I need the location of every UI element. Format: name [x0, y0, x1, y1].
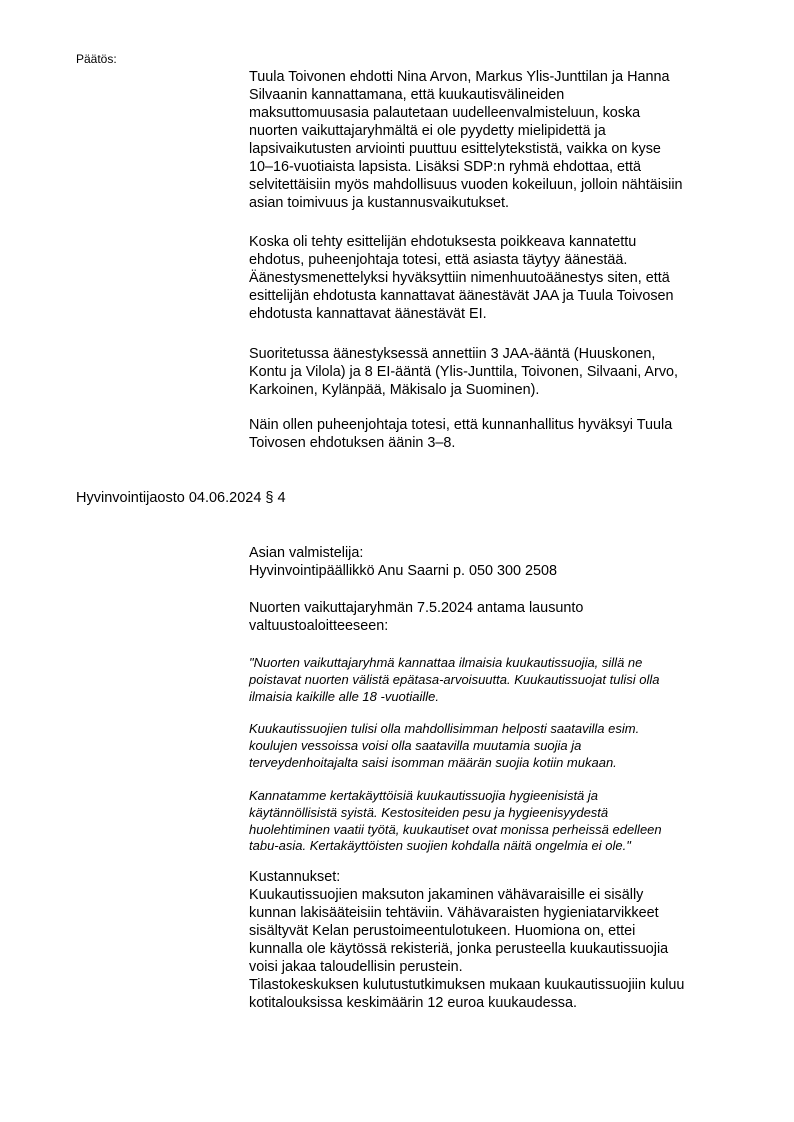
text-line: kotitalouksissa keskimäärin 12 euroa kuukaudessa.: [249, 995, 577, 1011]
quote-paragraph-2: [249, 721, 739, 771]
text-line: koulujen vessoissa voisi olla saatavilla muutamia suojia ja: [249, 737, 582, 753]
text-line: Karkoinen, Kylänpää, Mäkisalo ja Suominen).: [249, 382, 540, 398]
text-line: voisi jakaa taloudellisin perustein.: [249, 959, 463, 975]
text-line: Kannatamme kertakäyttöisiä kuukautissuojia hygieenisistä ja: [249, 788, 599, 803]
text-line: Kontu ja Vilola) ja 8 EI-ääntä (Ylis-Junttila, Toivonen, Silvaani, Arvo,: [249, 364, 679, 380]
text-line: "Nuorten vaikuttajaryhmä kannattaa ilmaisia kuukautissuojia, sillä ne: [249, 655, 643, 670]
text-line: Koska oli tehty esittelijän ehdotuksesta poikkeava kannatettu: [249, 234, 637, 250]
quote-paragraph-3: [249, 788, 739, 855]
section-heading: Hyvinvointijaosto 04.06.2024 § 4: [76, 490, 286, 506]
text-line: Tilastokeskuksen kulutustutkimuksen mukaan kuukautissuojiin kuluu: [249, 977, 685, 993]
text-line: tabu-asia. Kertakäyttöisten suojien kohdalla näitä ongelmia ei ole.": [249, 838, 631, 854]
text-line: Asian valmistelija:: [249, 545, 364, 561]
text-line: Kuukautissuojien maksuton jakaminen vähävaraisille ei sisälly: [249, 887, 644, 903]
text-line: Suoritetussa äänestyksessä annettiin 3 JAA-ääntä (Huuskonen,: [249, 346, 656, 362]
text-line: Hyvinvointipäällikkö Anu Saarni p. 050 300 2508: [249, 563, 558, 579]
decision-paragraph-proposal: [249, 68, 739, 212]
decision-paragraph-vote-result: [249, 345, 739, 399]
costs-section: [249, 868, 739, 1012]
decision-paragraph-conclusion: [249, 416, 739, 452]
text-line: kunnalla ole käytössä rekisteriä, jonka perusteella kuukautissuojia: [249, 941, 669, 957]
text-line: esittelijän ehdotusta kannattavat äänestävät JAA ja Tuula Toivosen: [249, 288, 674, 304]
statement-intro: [249, 599, 739, 635]
text-line: maksuttomuusasia palautetaan uudelleenvalmisteluun, koska: [249, 105, 641, 121]
text-line: käytännöllisistä syistä. Kestositeiden pesu ja hygieenisyydestä: [249, 804, 609, 820]
text-line: kunnan lakisääteisiin tehtäviin. Vähävaraisten hygieniatarvikkeet: [249, 905, 659, 921]
text-line: Toivosen ehdotuksen äänin 3–8.: [249, 435, 456, 451]
text-line: huolehtiminen vaatii työtä, kuukautiset ovat monissa perheissä edelleen: [249, 821, 662, 837]
preparer-info: [249, 544, 739, 580]
text-line: Kuukautissuojien tulisi olla mahdollisimman helposti saatavilla esim.: [249, 721, 640, 736]
text-line: Nuorten vaikuttajaryhmän 7.5.2024 antama lausunto: [249, 600, 584, 616]
decision-label: Päätös:: [76, 52, 117, 66]
text-line: ehdotusta kannattavat äänestävät EI.: [249, 306, 487, 322]
text-line: nuorten vaikuttajaryhmältä ei ole pyydetty mielipidettä ja: [249, 123, 606, 139]
text-line: valtuustoaloitteeseen:: [249, 618, 389, 634]
text-line: asian toimivuus ja kustannusvaikutukset.: [249, 195, 509, 211]
costs-heading: Kustannukset:: [249, 869, 341, 885]
text-line: Silvaanin kannattamana, että kuukautisvälineiden: [249, 87, 565, 103]
decision-paragraph-vote-procedure: [249, 233, 739, 323]
text-line: terveydenhoitajalta saisi isomman määrän suojia kotiin mukaan.: [249, 754, 617, 770]
text-line: 10–16-vuotiaista lapsista. Lisäksi SDP:n ryhmä ehdottaa, että: [249, 159, 641, 175]
text-line: Näin ollen puheenjohtaja totesi, että kunnanhallitus hyväksyi Tuula: [249, 417, 673, 433]
text-line: Äänestysmenettelyksi hyväksyttiin nimenhuutoäänestys siten, että: [249, 270, 670, 286]
text-line: poistavat nuorten välistä epätasa-arvoisuutta. Kuukautissuojat tulisi olla: [249, 671, 660, 687]
text-line: sisältyvät Kelan perustoimeentulotukeen. Huomiona on, ettei: [249, 923, 636, 939]
quote-paragraph-1: [249, 655, 739, 705]
text-line: ehdotus, puheenjohtaja totesi, että asiasta täytyy äänestää.: [249, 252, 628, 268]
text-line: ilmaisia kaikille alle 18 -vuotiaille.: [249, 688, 440, 704]
text-line: Tuula Toivonen ehdotti Nina Arvon, Markus Ylis-Junttilan ja Hanna: [249, 69, 670, 85]
text-line: lapsivaikutusten arviointi puuttuu esittelytekstistä, vaikka on kyse: [249, 141, 661, 157]
text-line: selvitettäisiin myös mahdollisuus vuoden kokeiluun, jolloin nähtäisiin: [249, 177, 683, 193]
